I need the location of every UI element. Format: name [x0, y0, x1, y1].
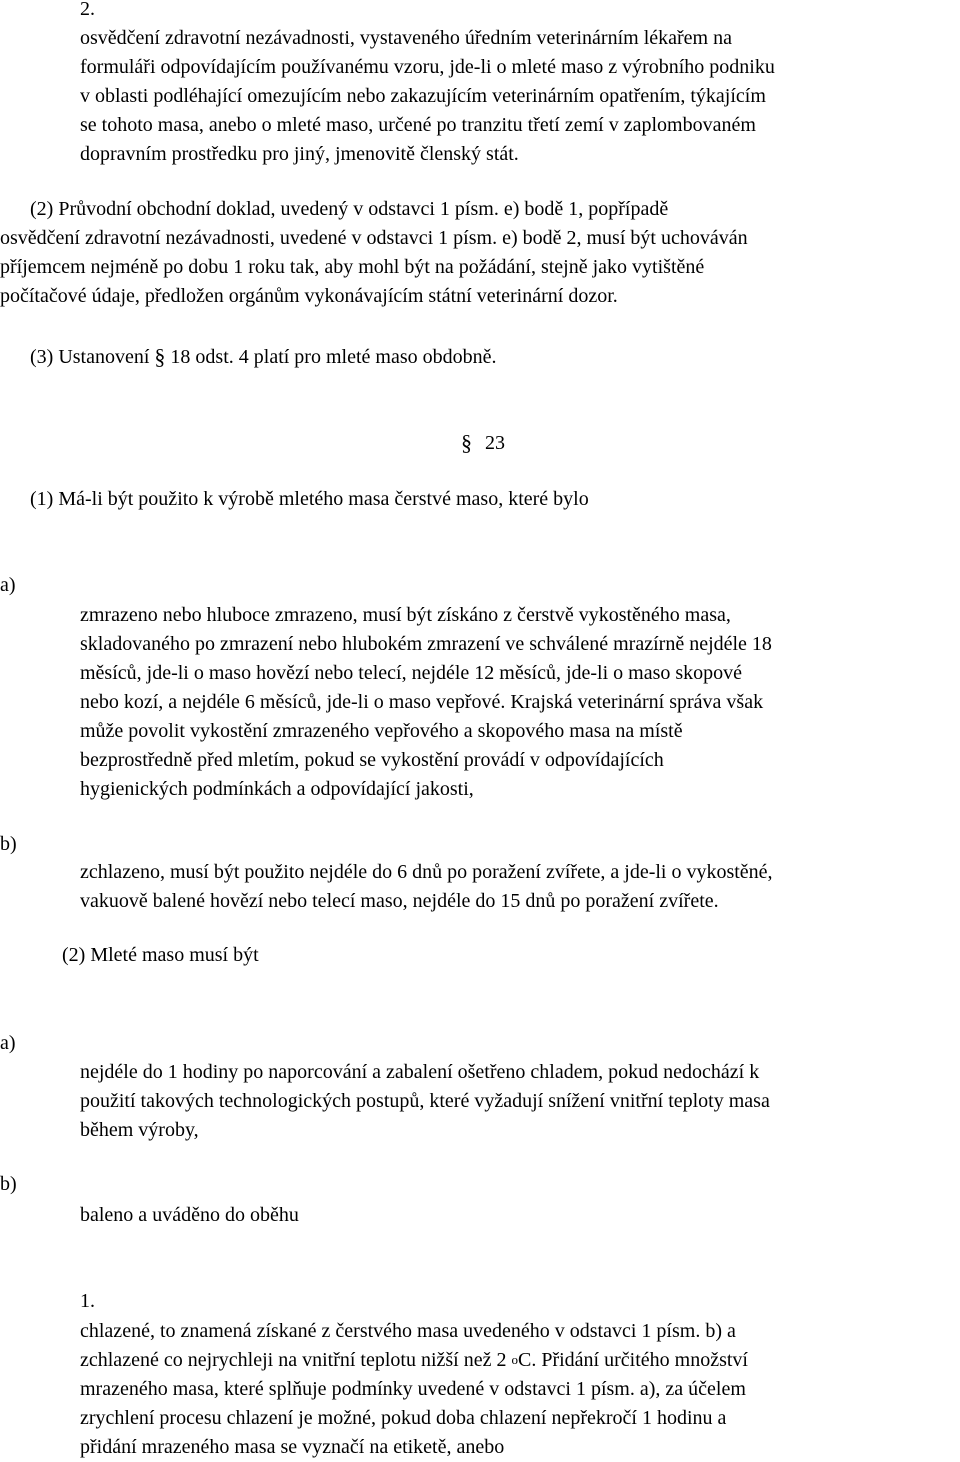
paragraph-3	[30, 341, 497, 372]
section-sign: §	[461, 430, 472, 455]
text-fragment: C. Přidání určitého množství	[518, 1349, 748, 1371]
item-b-text: baleno a uváděno do oběhu	[80, 1204, 299, 1226]
item-letter-b: b)	[0, 1173, 17, 1195]
s23-paragraph-2: (2) Mleté maso musí být	[62, 944, 259, 966]
item-letter-b: b)	[0, 833, 17, 855]
text-line: dopravním prostředku pro jiný, jmenovitě členský stát.	[80, 143, 519, 165]
text-line: bezprostředně před mletím, pokud se vykostění provádí v odpovídajících	[80, 749, 664, 771]
text-line: mrazeného masa, které splňuje podmínky uvedené v odstavci 1 písm. a), za účelem	[80, 1378, 746, 1400]
paragraph-2	[0, 195, 748, 311]
intro-paragraph	[80, 24, 775, 169]
text-line: během výroby,	[80, 1119, 199, 1141]
text-line: chlazené, to znamená získané z čerstvého masa uvedeného v odstavci 1 písm. b) a	[80, 1320, 736, 1342]
text-line	[80, 1346, 748, 1375]
degree-superscript: o	[511, 1352, 518, 1367]
text-line: přidání mrazeného masa se vyznačí na etiketě, anebo	[80, 1436, 505, 1458]
text-line: osvědčení zdravotní nezávadnosti, uvedené v odstavci 1 písm. e) bodě 2, musí být uchováván	[0, 227, 748, 249]
text-fragment: zchlazené co nejrychleji na vnitřní teplotu nižší než 2	[80, 1349, 507, 1371]
text-line: zchlazeno, musí být použito nejdéle do 6 dnů po poražení zvířete, a jde-li o vykostěné,	[80, 861, 773, 883]
section-heading	[461, 427, 505, 458]
para3-suffix: 18 odst. 4 platí pro mleté maso obdobně.	[170, 346, 497, 368]
text-line: nebo kozí, a nejdéle 6 měsíců, jde-li o maso vepřové. Krajská veterinární správa však	[80, 691, 764, 713]
item-a-text	[80, 1058, 770, 1145]
text-line: skladovaného po zmrazení nebo hlubokém zmrazení ve schválené mrazírně nejdéle 18	[80, 633, 772, 655]
sub-item-text	[80, 1317, 748, 1462]
text-line: zmrazeno nebo hluboce zmrazeno, musí být získáno z čerstvě vykostěného masa,	[80, 604, 731, 626]
text-line: vakuově balené hovězí nebo telecí maso, nejdéle do 15 dnů po poražení zvířete.	[80, 890, 719, 912]
text-line: se tohoto masa, anebo o mleté maso, určené po tranzitu třetí zemí v zaplombovaném	[80, 114, 756, 136]
text-line: příjemcem nejméně po dobu 1 roku tak, aby mohl být na požádání, stejně jako vytištěné	[0, 256, 705, 278]
item-letter-a: a)	[0, 1032, 16, 1054]
item-b-text	[80, 858, 773, 916]
text-line: nejdéle do 1 hodiny po naporcování a zabalení ošetřeno chladem, pokud nedochází k	[80, 1061, 760, 1083]
list-marker-2: 2.	[80, 0, 95, 20]
text-line: formuláři odpovídajícím používanému vzoru, jde-li o mleté maso z výrobního podniku	[80, 56, 775, 78]
text-line: v oblasti podléhající omezujícím nebo zakazujícím veterinárním opatřením, týkajícím	[80, 85, 766, 107]
item-letter-a: a)	[0, 574, 16, 596]
para3-prefix: (3) Ustanovení	[30, 346, 150, 368]
text-line: (2) Průvodní obchodní doklad, uvedený v odstavci 1 písm. e) bodě 1, popřípadě	[30, 198, 669, 220]
sub-item-marker: 1.	[80, 1290, 95, 1312]
text-line: měsíců, jde-li o maso hovězí nebo telecí, nejdéle 12 měsíců, jde-li o maso skopové	[80, 662, 743, 684]
text-line: hygienických podmínkách a odpovídající jakosti,	[80, 778, 474, 800]
item-a-text	[80, 601, 772, 804]
text-line: počítačové údaje, předložen orgánům vykonávajícím státní veterinární dozor.	[0, 285, 618, 307]
text-line: osvědčení zdravotní nezávadnosti, vystaveného úředním veterinárním lékařem na	[80, 27, 732, 49]
section-sign: §	[154, 344, 166, 369]
s23-paragraph-1: (1) Má-li být použito k výrobě mletého masa čerstvé maso, které bylo	[30, 488, 589, 510]
text-line: použití takových technologických postupů, které vyžadují snížení vnitřní teploty masa	[80, 1090, 770, 1112]
text-line: může povolit vykostění zmrazeného vepřového a skopového masa na místě	[80, 720, 683, 742]
text-line: zrychlení procesu chlazení je možné, pokud doba chlazení nepřekročí 1 hodinu a	[80, 1407, 727, 1429]
section-number: 23	[485, 432, 505, 454]
